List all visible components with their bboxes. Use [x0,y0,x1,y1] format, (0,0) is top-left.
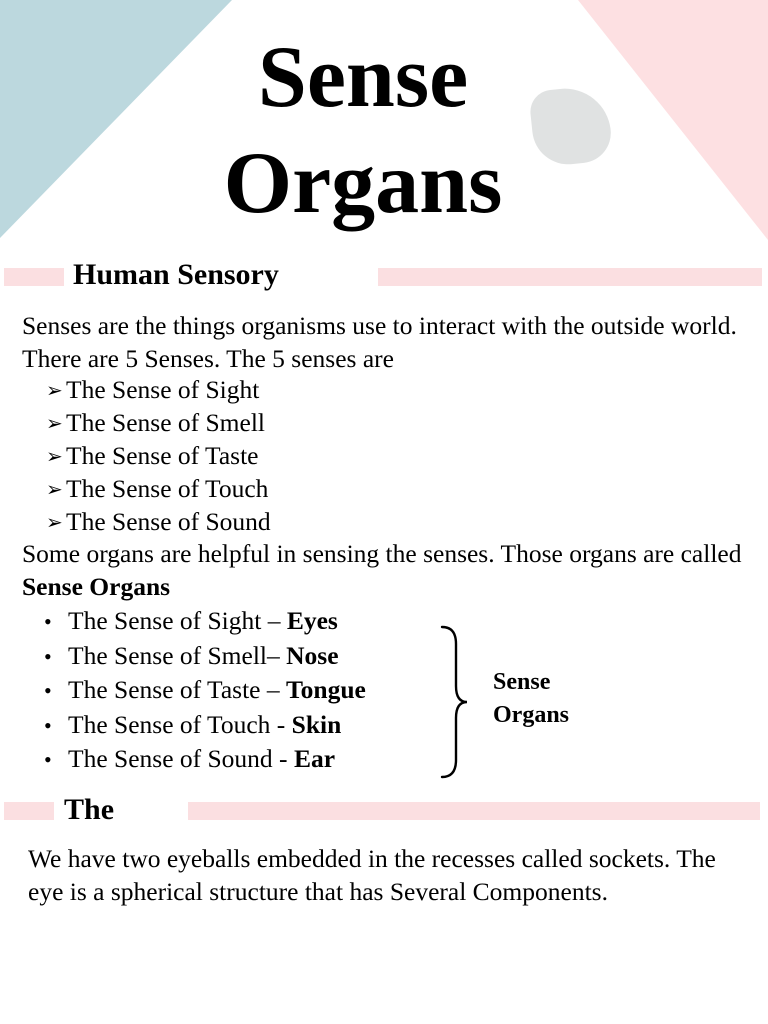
sense-organs-term: Sense Organs [22,572,171,601]
brace-label: Sense Organs [493,669,570,728]
organs-list [44,604,366,777]
list-item: ➢ The Sense of Sound [46,505,271,538]
section-heading-human-sensory: Human Sensory [73,258,279,291]
list-item: ➢ The Sense of Smell [46,406,271,439]
intro-paragraph: Senses are the things organisms use to interact with the outside world. There are 5 Senses. The 5 senses are [22,311,737,373]
page-title-line1: Sense [257,29,469,126]
eye-paragraph: We have two eyeballs embedded in the recesses called sockets. The eye is a spherical structure that has Several Components. [28,844,716,906]
bullet-dot-icon: • [44,747,52,772]
list-item: • The Sense of Touch - Skin [44,708,366,743]
list-item: ➢ The Sense of Taste [46,439,271,472]
section-heading-the: The [64,793,115,826]
section-bar-left [4,268,64,286]
bullet-dot-icon: • [44,609,52,634]
arrow-bullet-icon: ➢ [46,479,63,501]
page-title-line2: Organs [223,135,503,232]
list-item: • The Sense of Sight – Eyes [44,604,366,639]
arrow-bullet-icon: ➢ [46,380,63,402]
section-bar-right [378,268,762,286]
bullet-dot-icon: • [44,678,52,703]
list-item: ➢ The Sense of Sight [46,373,271,406]
section-bar-left [4,802,54,820]
curly-brace-icon [440,624,470,780]
list-item: • The Sense of Sound - Ear [44,742,366,777]
organs-paragraph: Some organs are helpful in sensing the senses. Those organs are called Sense Organs [22,539,742,601]
arrow-bullet-icon: ➢ [46,512,63,534]
arrow-bullet-icon: ➢ [46,446,63,468]
section-bar-right [188,802,760,820]
bullet-dot-icon: • [44,643,52,669]
arrow-bullet-icon: ➢ [46,413,63,435]
bullet-dot-icon: • [44,712,52,738]
list-item: • The Sense of Taste – Tongue [44,673,366,708]
list-item: • The Sense of Smell– Nose [44,639,366,674]
list-item: ➢ The Sense of Touch [46,472,271,505]
senses-list [46,373,271,538]
